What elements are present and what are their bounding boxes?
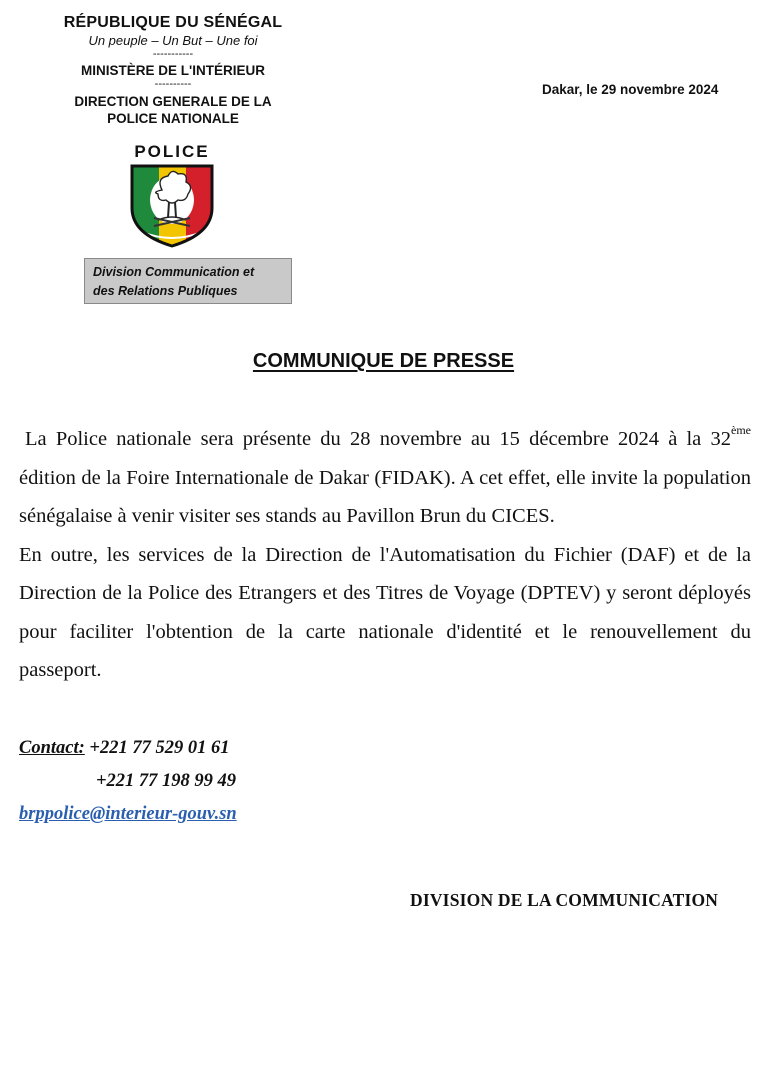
phone-number[interactable]: +221 77 529 01 61 bbox=[89, 738, 230, 758]
national-motto: Un peuple – Un But – Une foi bbox=[88, 33, 258, 48]
direction-name bbox=[52, 93, 294, 127]
contact-line bbox=[19, 732, 237, 765]
body-paragraph: En outre, les services de la Direction de l'Automatisation du Fichier (DAF) et de la Direction de la Police des Etrangers et des Titres de Voyage (DPTEV) y seront déployés pour faciliter l'obtention de la carte nationale d'identité et le renouvellement du passeport. bbox=[19, 543, 751, 681]
document-title: COMMUNIQUE DE PRESSE bbox=[252, 350, 515, 372]
division-label-box bbox=[84, 258, 292, 304]
direction-line: DIRECTION GENERALE DE LA bbox=[74, 94, 272, 109]
header-block bbox=[52, 14, 294, 127]
police-logo-text: POLICE bbox=[134, 142, 210, 161]
ordinal-superscript: ème bbox=[731, 423, 751, 438]
division-line: Division Communication et bbox=[93, 265, 255, 279]
contact-block bbox=[19, 732, 237, 831]
contact-line bbox=[19, 765, 237, 798]
division-line: des Relations Publiques bbox=[93, 284, 238, 298]
police-shield-icon bbox=[128, 162, 216, 248]
signature: DIVISION DE LA COMMUNICATION bbox=[410, 890, 719, 910]
press-release-body bbox=[19, 420, 751, 690]
document-date: Dakar, le 29 novembre 2024 bbox=[542, 82, 719, 97]
body-paragraph bbox=[19, 420, 751, 536]
separator: ----------- bbox=[152, 48, 194, 60]
body-text-segment: La Police nationale sera présente du 28 novembre au 15 décembre 2024 à la 32 bbox=[25, 428, 731, 450]
body-text-segment: édition de la Foire Internationale de Dakar (FIDAK). A cet effet, elle invite la population sénégalaise à venir visiter ses stands au Pavillon Brun du CICES. bbox=[19, 466, 751, 527]
country-name: RÉPUBLIQUE DU SÉNÉGAL bbox=[63, 14, 283, 31]
phone-number[interactable]: +221 77 198 99 49 bbox=[96, 771, 237, 791]
document-title-wrap bbox=[0, 350, 767, 373]
email-link[interactable]: brppolice@interieur-gouv.sn bbox=[19, 804, 237, 824]
separator: ---------- bbox=[154, 78, 192, 90]
contact-label: Contact: bbox=[19, 738, 85, 758]
ministry-name: MINISTÈRE DE L'INTÉRIEUR bbox=[81, 63, 265, 78]
direction-line: POLICE NATIONALE bbox=[107, 111, 239, 126]
contact-line bbox=[19, 798, 237, 831]
police-logo bbox=[124, 140, 220, 252]
